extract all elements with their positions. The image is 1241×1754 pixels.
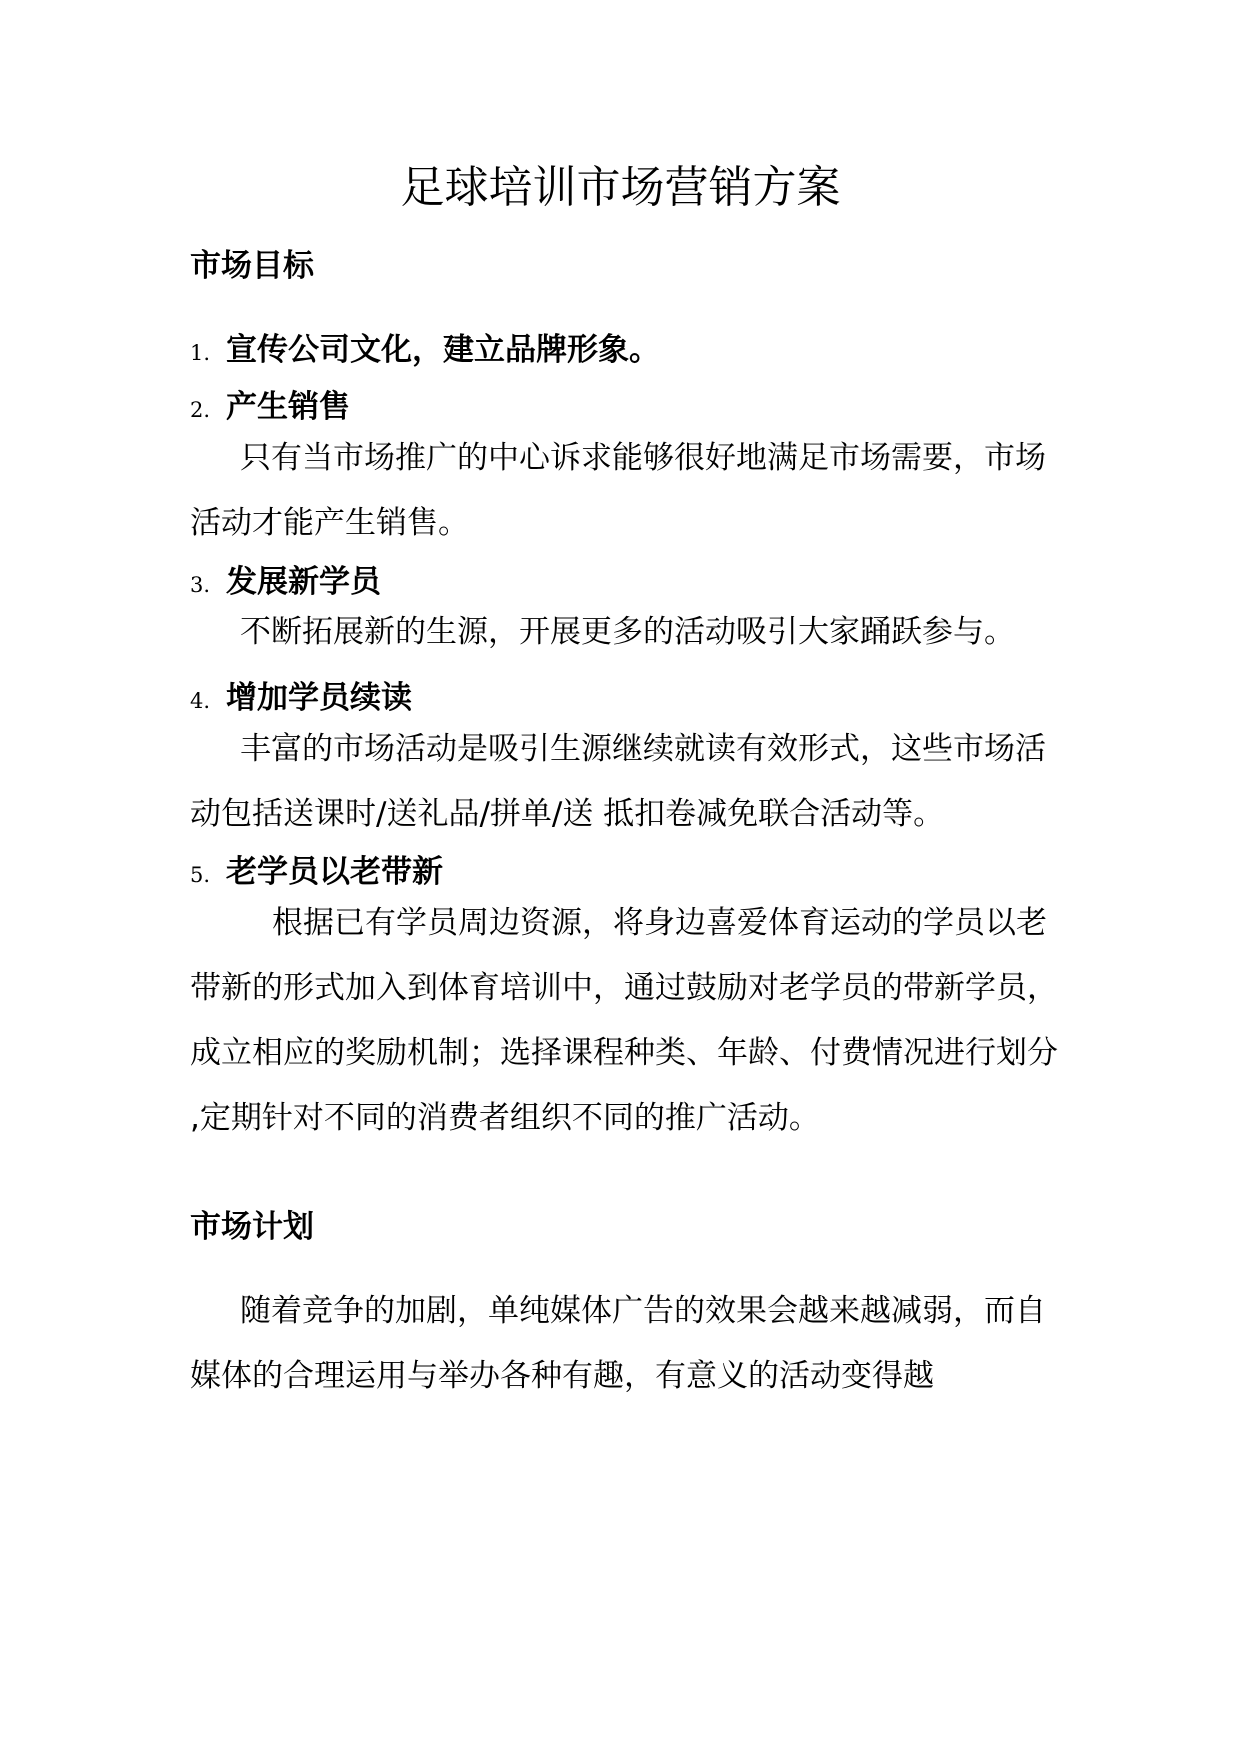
document-title: 足球培训市场营销方案 — [400, 162, 841, 213]
list-item-body: 根据已有学员周边资源，将身边喜爱体育运动的学员以老带新的形式加入到体育培训中，通过鼓励对老学员的带新学员，成立相应的奖励机制；选择课程种类、年龄、付费情况进行划分 ,定期针对不同的消费者组织不同的推广活动。 — [190, 905, 1058, 1136]
list-item-title: 宣传公司文化，建立品牌形象。 — [226, 332, 660, 368]
list-item-title: 产生销售 — [226, 389, 350, 425]
section-heading-market-goals: 市场目标 — [190, 248, 314, 284]
list-item-number: 5. — [190, 863, 211, 887]
section-body: 随着竞争的加剧，单纯媒体广告的效果会越来越减弱，而自媒体的合理运用与举办各种有趣，有意义的活动变得越 — [190, 1293, 1046, 1394]
section-heading-market-plan: 市场计划 — [190, 1209, 314, 1245]
list-item-number: 1. — [190, 341, 211, 365]
list-item-title: 增加学员续读 — [226, 680, 412, 716]
list-item-number: 2. — [190, 398, 211, 422]
list-item-body: 丰富的市场活动是吸引生源继续就读有效形式，这些市场活动包括送课时/送礼品/拼单/送 抵扣卷减免联合活动等。 — [190, 731, 1046, 832]
list-item-number: 4. — [190, 689, 211, 713]
list-item-number: 3. — [190, 573, 211, 597]
list-item-body: 只有当市场推广的中心诉求能够很好地满足市场需要，市场活动才能产生销售。 — [190, 440, 1046, 541]
list-item-1 — [190, 328, 660, 377]
list-item-body: 不断拓展新的生源，开展更多的活动吸引大家踊跃参与。 — [240, 614, 1015, 650]
list-item-title: 发展新学员 — [226, 564, 381, 600]
list-item-title: 老学员以老带新 — [226, 854, 443, 890]
